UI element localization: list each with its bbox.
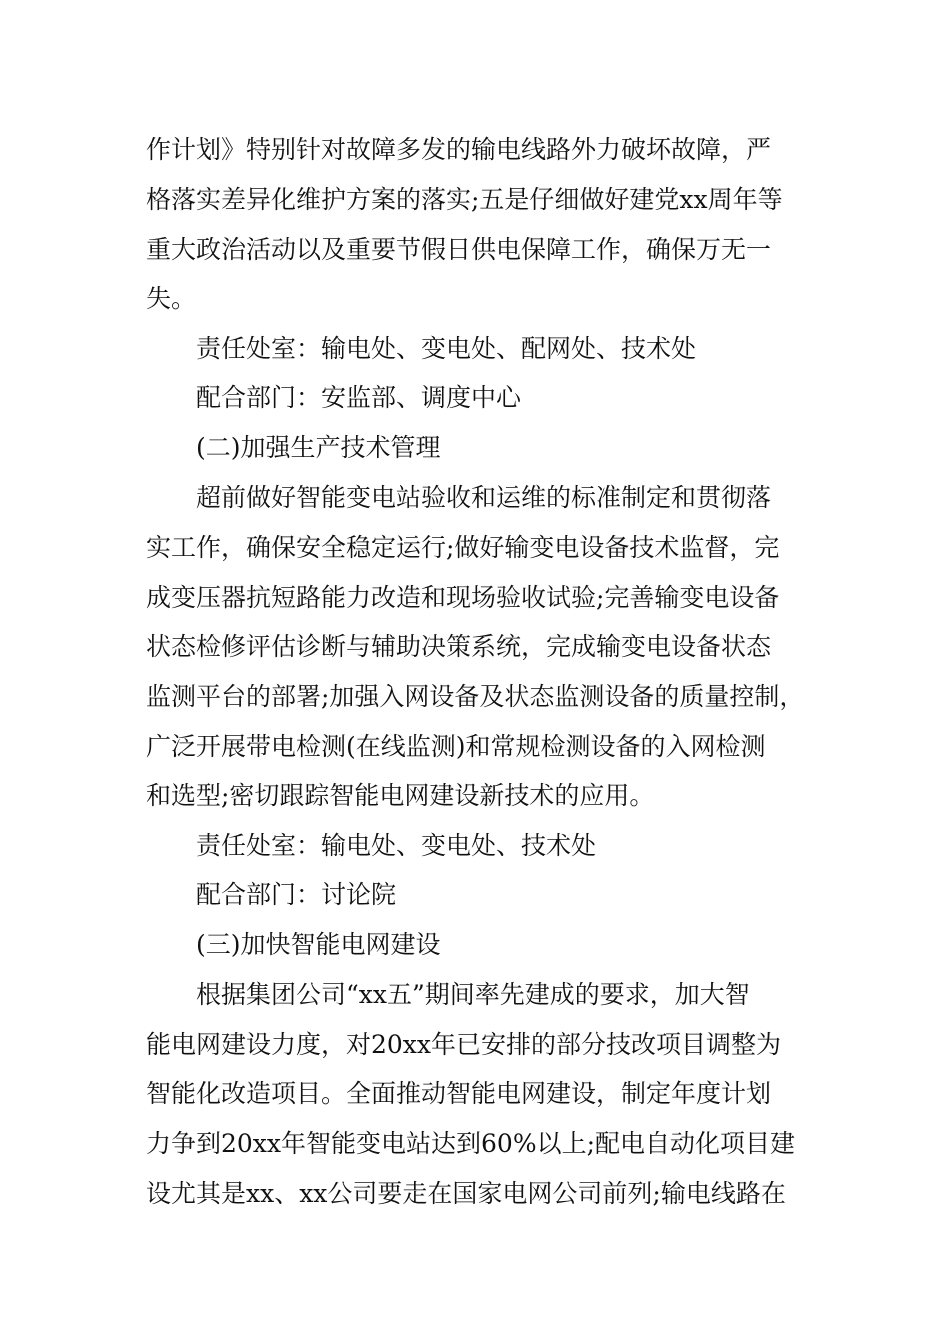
text-line-3: 重大政治活动以及重要节假日供电保障工作，确保万无一	[146, 235, 772, 264]
responsible-office-line-2: 责任处室：输电处、变电处、技术处	[196, 831, 597, 860]
text-line-14: 和选型;密切跟踪智能电网建设新技术的应用。	[146, 781, 655, 810]
text-line-10: 成变压器抗短路能力改造和现场验收试验;完善输变电设备	[146, 583, 780, 612]
text-line-1: 作计划》特别针对故障多发的输电线路外力破坏故障，严	[146, 135, 772, 164]
text-line-8: 超前做好智能变电站验收和运维的标准制定和贯彻落	[196, 483, 772, 512]
text-line-11: 状态检修评估诊断与辅助决策系统，完成输变电设备状态	[146, 632, 772, 661]
text-line-4: 失。	[146, 284, 197, 313]
cooperating-dept-line: 配合部门：安监部、调度中心	[196, 383, 522, 412]
section-heading-2: (二)加强生产技术管理	[196, 433, 441, 462]
text-line-20: 智能化改造项目。全面推动智能电网建设，制定年度计划	[146, 1079, 772, 1108]
responsible-office-line: 责任处室：输电处、变电处、配网处、技术处	[196, 334, 697, 363]
text-line-12: 监测平台的部署;加强入网设备及状态监测设备的质量控制，	[146, 682, 805, 711]
text-line-19: 能电网建设力度，对20xx年已安排的部分技改项目调整为	[146, 1030, 782, 1059]
text-line-18: 根据集团公司“xx五”期间率先建成的要求，加大智	[196, 980, 750, 1009]
section-heading-3: (三)加快智能电网建设	[196, 930, 441, 959]
text-line-13: 广泛开展带电检测(在线监测)和常规检测设备的入网检测	[146, 732, 766, 761]
text-line-9: 实工作，确保安全稳定运行;做好输变电设备技术监督，完	[146, 533, 780, 562]
text-line-22: 设尤其是xx、xx公司要走在国家电网公司前列;输电线路在	[146, 1179, 786, 1208]
text-line-21: 力争到20xx年智能变电站达到60%以上;配电自动化项目建	[146, 1129, 796, 1158]
cooperating-dept-line-2: 配合部门：讨论院	[196, 880, 397, 909]
text-line-2: 格落实差异化维护方案的落实;五是仔细做好建党xx周年等	[146, 185, 783, 214]
